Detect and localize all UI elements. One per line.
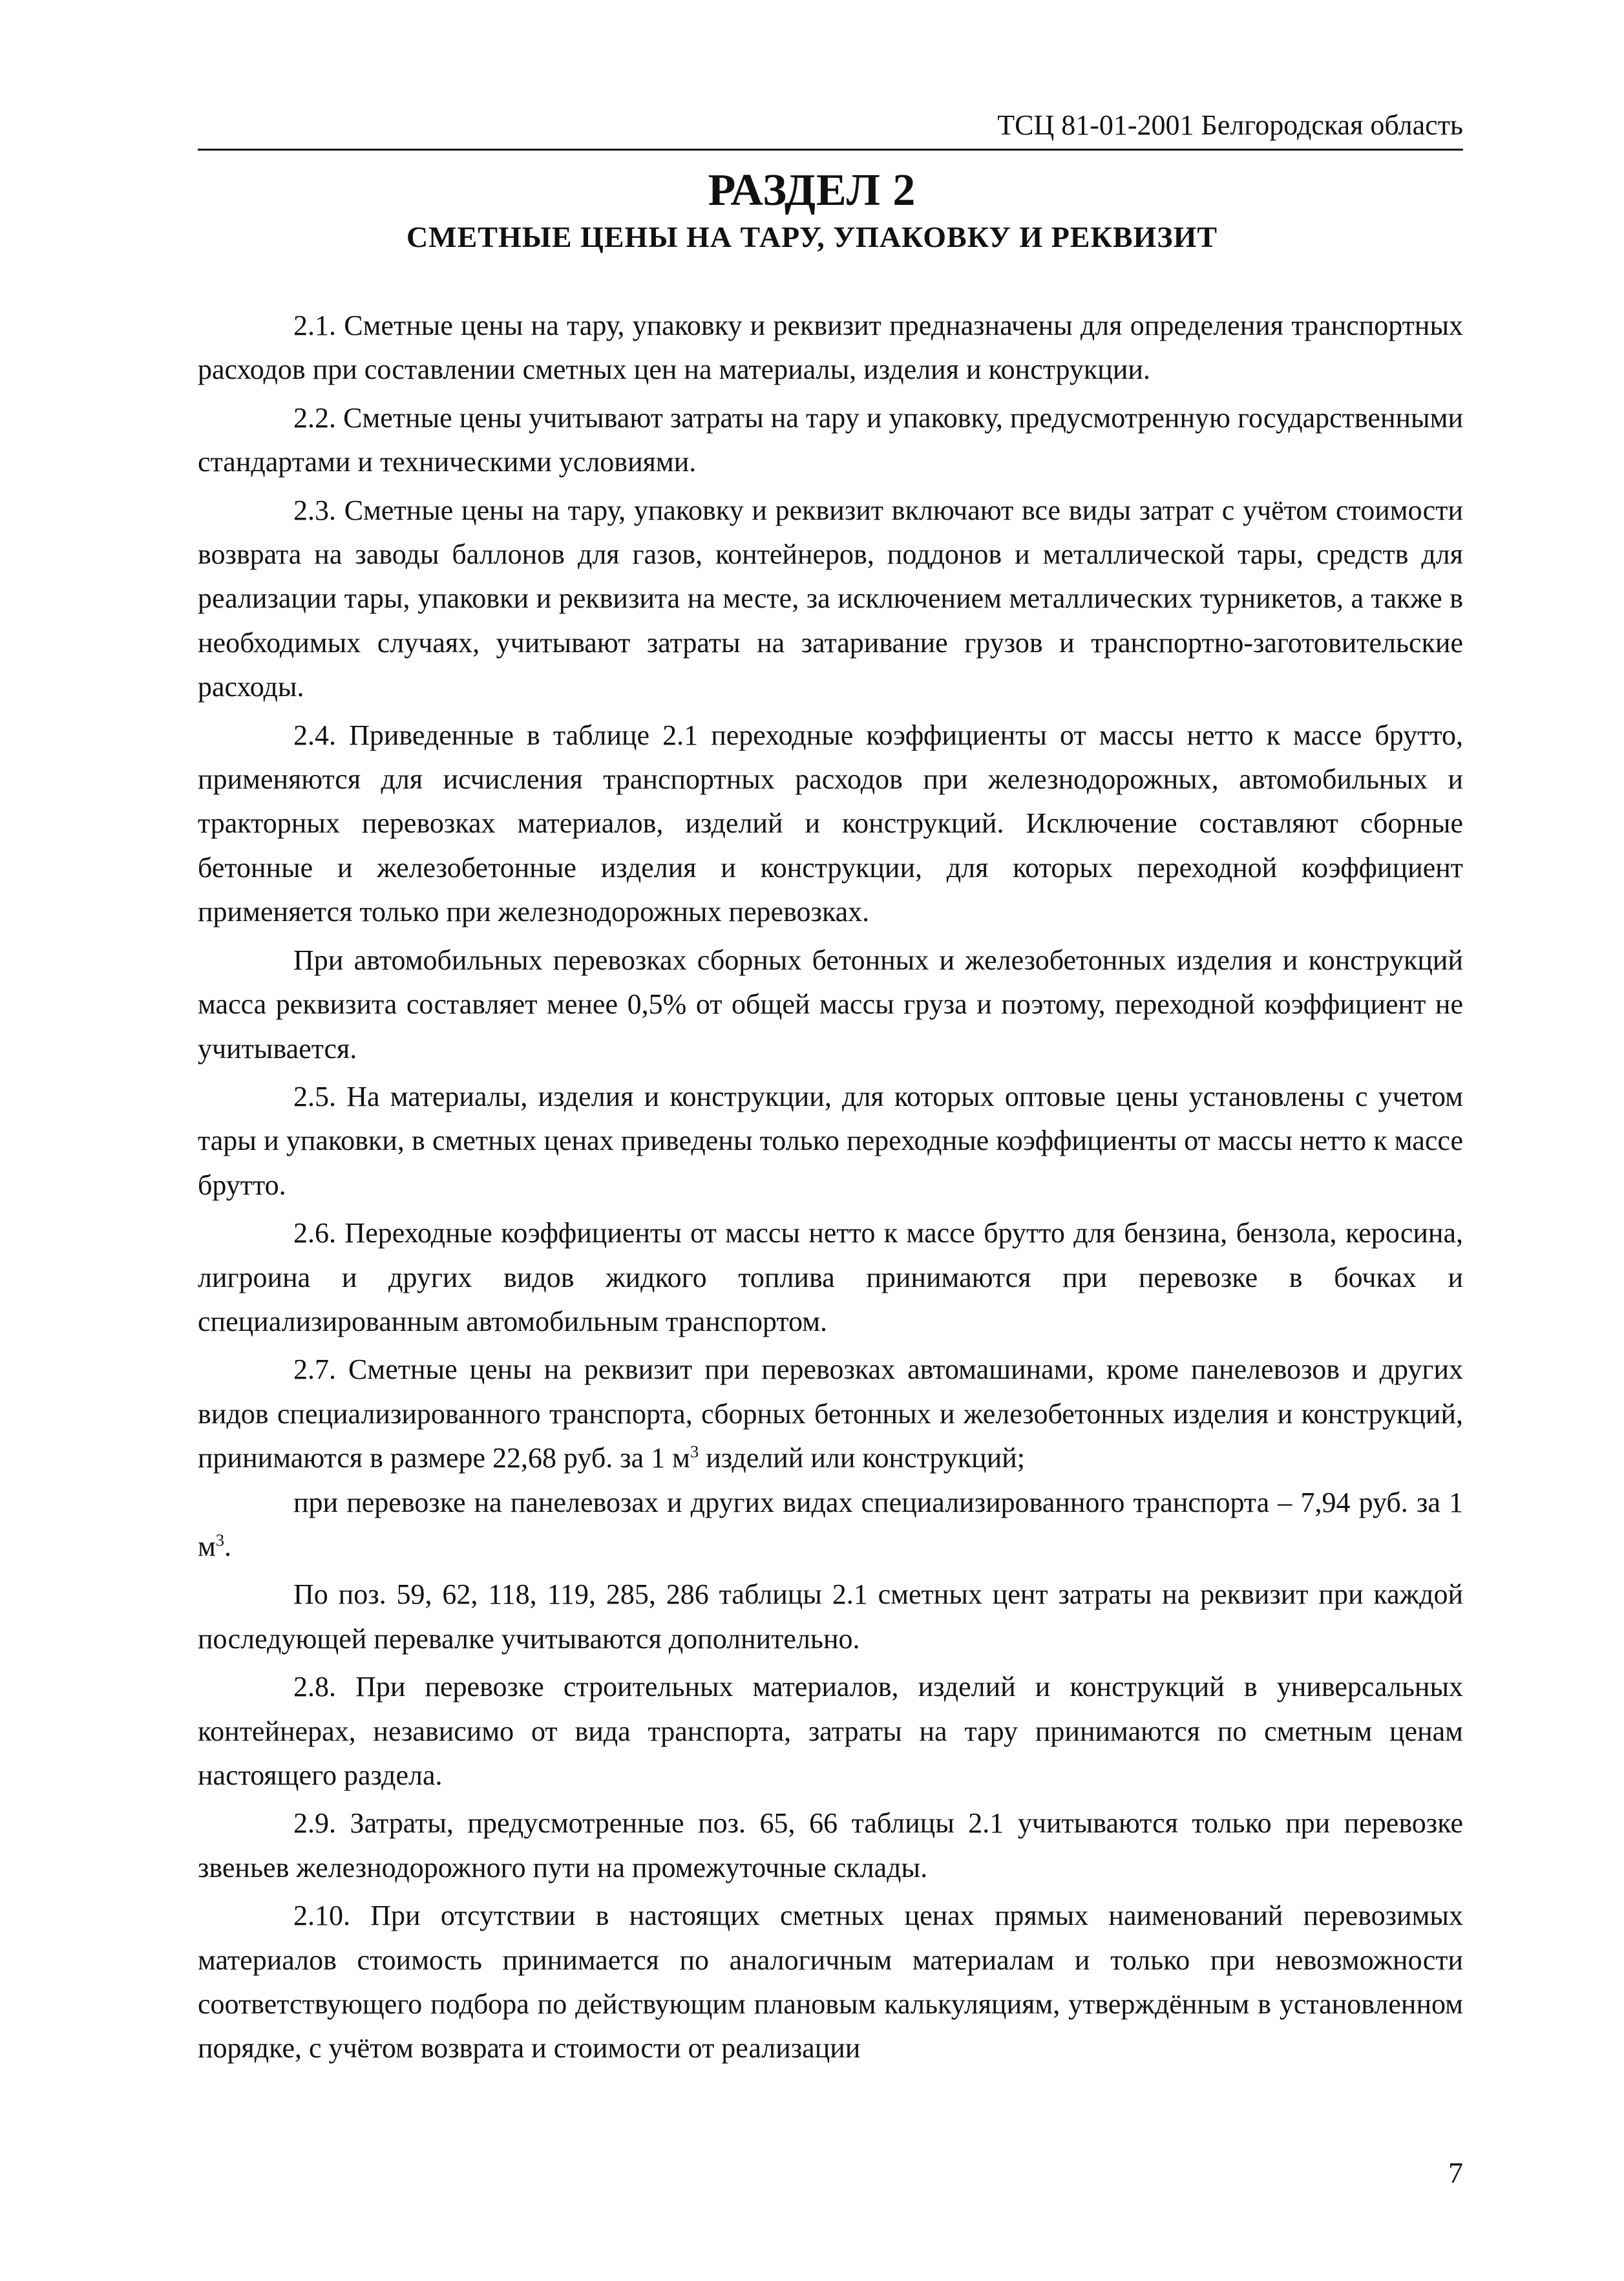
paragraph-2-2: 2.2. Сметные цены учитывают затраты на тару и упаковку, предусмотренную государственными стандартами и техническими условиями.	[198, 401, 1463, 478]
paragraph-2-4: 2.4. Приведенные в таблице 2.1 переходные коэффициенты от массы нетто к массе брутто, применяются для исчисления транспортных расходов при железнодорожных, автомобильных и тракторных перевозках материалов, изделий и конструкций. Исключение составляют сборные бетонные и железобетонные изделия и конструкции, для которых переходной коэффициент применяется только при железнодорожных перевозках.	[198, 719, 1463, 928]
paragraph-2-7-panel	[198, 1481, 1463, 1569]
section-subtitle: СМЕТНЫЕ ЦЕНЫ НА ТАРУ, УПАКОВКУ И РЕКВИЗИТ	[406, 220, 1218, 253]
paragraph-2-8: 2.8. При перевозке строительных материалов, изделий и конструкций в универсальных контейнерах, независимо от вида транспорта, затраты на тару принимаются по сметным ценам настоящего раздела.	[198, 1671, 1463, 1791]
paragraph-2-7-tail: изделий или конструкций;	[699, 1442, 1026, 1474]
page-number: 7	[1448, 2156, 1463, 2189]
document-body	[198, 304, 1463, 2071]
paragraph-2-10: 2.10. При отсутствии в настоящих сметных ценах прямых наименований перевозимых материалов стоимость принимается по аналогичным материалам и только при невозможности соответствующего подбора по действующим плановым калькуляциям, утверждённым в установленном порядке, с учётом возврата и стоимости от реализации	[198, 1900, 1463, 2064]
running-header	[198, 97, 1463, 151]
paragraph-2-7-text: 2.7. Сметные цены на реквизит при перевозках автомашинами, кроме панелевозов и других видов специализированного транспорта, сборных бетонных и железобетонных изделия и конструкций, принимаются в размере 22,68 руб. за 1 м	[198, 1353, 1463, 1474]
paragraph-2-1: 2.1. Сметные цены на тару, упаковку и реквизит предназначены для определения транспортных расходов при составлении сметных цен на материалы, изделия и конструкции.	[198, 310, 1463, 386]
paragraph-2-7	[198, 1348, 1463, 1480]
paragraph-2-4-note: При автомобильных перевозках сборных бетонных и железобетонных изделия и конструкций масса реквизита составляет менее 0,5% от общей массы груза и поэтому, переходной коэффициент не учитывается.	[198, 944, 1463, 1065]
paragraph-2-7-panel-text: при перевозке на панелевозах и других видах специализированного транспорта – 7,94 руб. за 1 м	[198, 1486, 1463, 1562]
superscript-cubic: 3	[215, 1530, 225, 1550]
document-reference: ТСЦ 81-01-2001 Белгородская область	[997, 109, 1463, 141]
paragraph-2-9: 2.9. Затраты, предусмотренные поз. 65, 66 таблицы 2.1 учитываются только при перевозке звеньев железнодорожного пути на промежуточные склады.	[198, 1807, 1463, 1883]
superscript-cubic: 3	[690, 1441, 699, 1461]
paragraph-2-6: 2.6. Переходные коэффициенты от массы нетто к массе брутто для бензина, бензола, керосина, лигроина и других видов жидкого топлива принимаются при перевозке в бочках и специализированным автомобильным транспортом.	[198, 1217, 1463, 1337]
paragraph-2-5: 2.5. На материалы, изделия и конструкции, для которых оптовые цены установлены с учетом тары и упаковки, в сметных ценах приведены только переходные коэффициенты от массы нетто к массе брутто.	[198, 1080, 1463, 1201]
paragraph-2-3: 2.3. Сметные цены на тару, упаковку и реквизит включают все виды затрат с учётом стоимости возврата на заводы баллонов для газов, контейнеров, поддонов и металлической тары, средств для реализации тары, упаковки и реквизита на месте, за исключением металлических турникетов, а также в необходимых случаях, учитывают затраты на затаривание грузов и транспортно-заготовительские расходы.	[198, 494, 1463, 703]
paragraph-2-7-positions: По поз. 59, 62, 118, 119, 285, 286 таблицы 2.1 сметных цент затраты на реквизит при каждой последующей перевалке учитываются дополнительно.	[198, 1578, 1463, 1655]
paragraph-2-7-panel-tail: .	[224, 1530, 232, 1562]
section-title: РАЗДЕЛ 2	[708, 165, 916, 215]
